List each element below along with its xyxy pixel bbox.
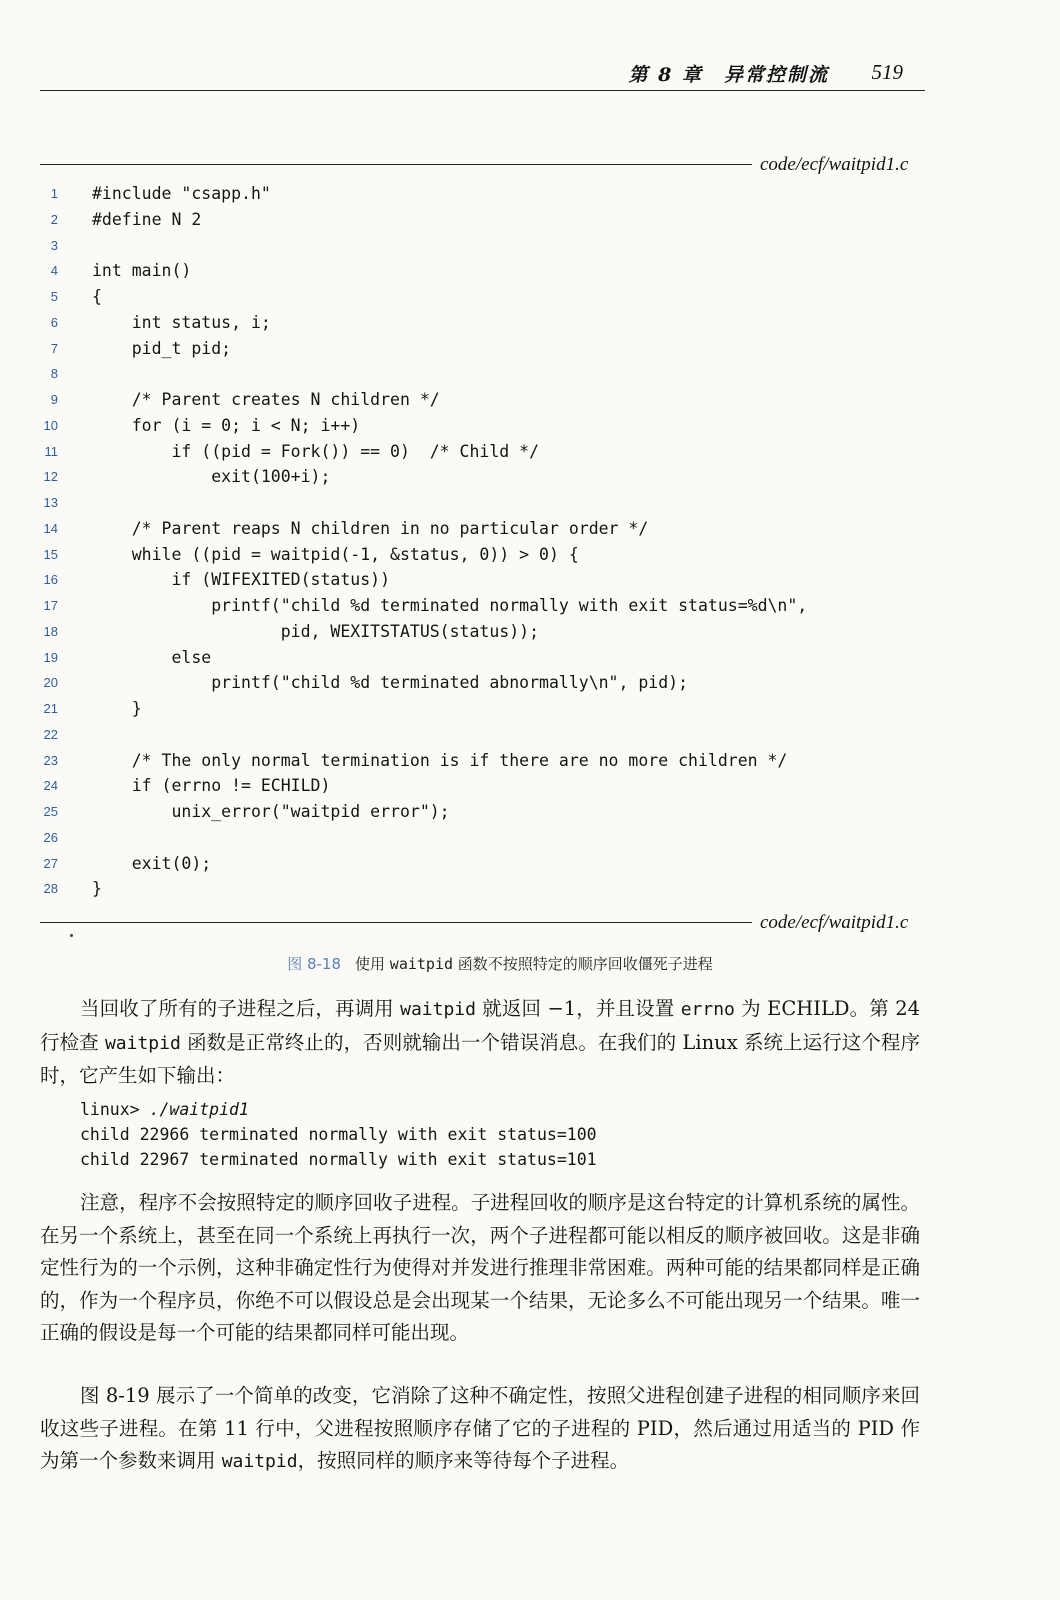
code-file-path-top: code/ecf/waitpid1.c (760, 154, 909, 175)
code-text: if (errno != ECHILD) (92, 776, 331, 796)
shell-output-line-1: child 22966 terminated normally with exit status=100 (80, 1125, 597, 1144)
caption-text-before: 使用 (355, 955, 390, 973)
code-listing (40, 181, 920, 902)
code-line (40, 825, 920, 851)
line-number: 23 (43, 752, 58, 768)
shell-output-line-2: child 22967 terminated normally with exit status=101 (80, 1150, 597, 1169)
code-line (40, 619, 920, 645)
code-text: int status, i; (92, 312, 271, 332)
figure-label: 图 8-18 (287, 955, 342, 973)
caption-text-after: 函数不按照特定的顺序回收僵死子进程 (453, 955, 713, 973)
line-number: 13 (43, 495, 58, 510)
code-text: #include "csapp.h" (92, 184, 271, 203)
code-text: } (92, 699, 142, 718)
code-text: for (i = 0; i < N; i++) (92, 415, 361, 435)
code-text: else (92, 647, 212, 667)
para1-text-a: 当回收了所有的子进程之后，再调用 (80, 997, 401, 1020)
line-number: 12 (43, 469, 58, 485)
paragraph-3 (40, 1380, 920, 1479)
code-line (40, 490, 920, 516)
rule-line (40, 922, 752, 923)
line-number: 21 (43, 701, 58, 716)
para1-text-b: 就返回 −1，并且设置 (475, 997, 681, 1020)
para1-code-waitpid-2: waitpid (104, 1032, 181, 1054)
line-number: 3 (50, 237, 58, 253)
code-line (40, 310, 920, 336)
code-line (40, 207, 920, 233)
line-number: 8 (50, 366, 58, 382)
code-text: int main() (92, 261, 192, 281)
code-line (40, 258, 920, 284)
code-text: while ((pid = waitpid(-1, &status, 0)) > 0) { (92, 544, 579, 564)
page-header (40, 54, 925, 91)
line-number: 25 (43, 804, 58, 819)
line-number: 19 (43, 649, 58, 665)
code-line (40, 567, 920, 593)
code-line (40, 439, 920, 465)
line-number: 20 (43, 675, 58, 691)
line-number: 22 (43, 726, 58, 742)
code-line (40, 799, 920, 825)
shell-output (80, 1097, 880, 1172)
line-number: 4 (50, 263, 58, 279)
rule-line (40, 164, 752, 165)
para3-text-b: ，按照同样的顺序来等待每个子进程。 (297, 1449, 630, 1472)
line-number: 1 (50, 186, 58, 201)
line-number: 16 (43, 572, 58, 588)
line-number: 27 (43, 855, 58, 871)
line-number: 17 (43, 598, 58, 613)
code-line (40, 413, 920, 439)
page-number: 519 (871, 60, 903, 84)
code-line (40, 670, 920, 696)
code-line (40, 851, 920, 877)
figure-caption (0, 953, 1000, 974)
code-line (40, 464, 920, 490)
code-text: #define N 2 (92, 209, 202, 229)
line-number: 5 (50, 289, 58, 304)
shell-command: ./waitpid1 (149, 1100, 249, 1119)
para1-text-d: 函数是正常终止的，否则就输出一个错误消息。在我们的 Linux 系统上运行这个程序时，它产生如下输出： (40, 1030, 920, 1087)
code-text: { (92, 287, 102, 306)
code-text: pid_t pid; (92, 338, 232, 358)
code-line (40, 696, 920, 722)
line-number: 14 (43, 520, 58, 536)
code-line (40, 336, 920, 362)
code-text: /* Parent reaps N children in no particular order */ (92, 518, 649, 538)
para1-code-errno: errno (680, 999, 735, 1020)
shell-prompt: linux> (80, 1100, 150, 1119)
code-text: } (92, 879, 102, 899)
code-text: unix_error("waitpid error"); (92, 802, 450, 821)
code-text: exit(0); (92, 853, 212, 873)
line-number: 24 (43, 778, 58, 794)
code-text: pid, WEXITSTATUS(status)); (92, 621, 540, 641)
code-line (40, 181, 920, 207)
line-number: 15 (43, 546, 58, 562)
caption-mono: waitpid (389, 955, 454, 973)
para1-text-c: 为 ECHILD。第 24 行检查 (40, 997, 921, 1054)
code-line (40, 233, 920, 259)
code-line (40, 284, 920, 310)
code-line (40, 773, 920, 799)
line-number: 6 (50, 314, 58, 330)
line-number: 7 (50, 340, 58, 356)
code-line (40, 593, 920, 619)
code-line (40, 748, 920, 774)
para1-code-waitpid: waitpid (400, 999, 476, 1020)
line-number: 10 (43, 417, 58, 433)
chapter-title: 第 8 章 异常控制流 (628, 64, 829, 86)
code-file-path-bottom: code/ecf/waitpid1.c (760, 912, 909, 933)
code-text: /* Parent creates N children */ (92, 390, 440, 409)
code-text: if (WIFEXITED(status)) (92, 570, 391, 590)
code-line (40, 876, 920, 902)
paragraph-2: 注意，程序不会按照特定的顺序回收子进程。子进程回收的顺序是这台特定的计算机系统的属性。在另一个系统上，甚至在同一个系统上再执行一次，两个子进程都可能以相反的顺序被回收。这是非确定性行为的一个示例，这种非确定性行为使得对并发进行推理非常困难。两种可能的结果都同样是正确的，作为一个程序员，你绝不可以假设总是会出现某一个结果，无论多么不可能出现另一个结果。唯一正确的假设是每一个可能的结果都同样可能出现。 (40, 1191, 920, 1344)
line-number: 9 (50, 392, 58, 407)
code-text: exit(100+i); (92, 467, 331, 487)
speck (70, 934, 73, 937)
para3-code-waitpid: waitpid (221, 1451, 298, 1472)
shell-command-line (80, 1097, 880, 1122)
code-line (40, 516, 920, 542)
code-line (40, 361, 920, 387)
code-text: printf("child %d terminated abnormally\n", pid); (92, 673, 689, 693)
line-number: 2 (50, 211, 58, 227)
line-number: 18 (43, 623, 58, 639)
code-line (40, 387, 920, 413)
code-text: /* The only normal termination is if there are no more children */ (92, 750, 788, 770)
line-number: 28 (43, 881, 58, 897)
paragraph-1 (40, 993, 920, 1093)
code-line (40, 645, 920, 671)
line-number: 11 (44, 443, 58, 459)
code-line (40, 542, 920, 568)
code-line (40, 722, 920, 748)
code-text: if ((pid = Fork()) == 0) /* Child */ (92, 441, 540, 461)
para3-text-a: 图 8-19 展示了一个简单的改变，它消除了这种不确定性，按照父进程创建子进程的相同顺序来回收这些子进程。在第 11 行中，父进程按照顺序存储了它的子进程的 PID，然后通过用适当的 PID 作为第一个参数来调用 (40, 1384, 920, 1472)
line-number: 26 (43, 829, 58, 845)
code-text: printf("child %d terminated normally with exit status=%d\n", (92, 596, 808, 615)
